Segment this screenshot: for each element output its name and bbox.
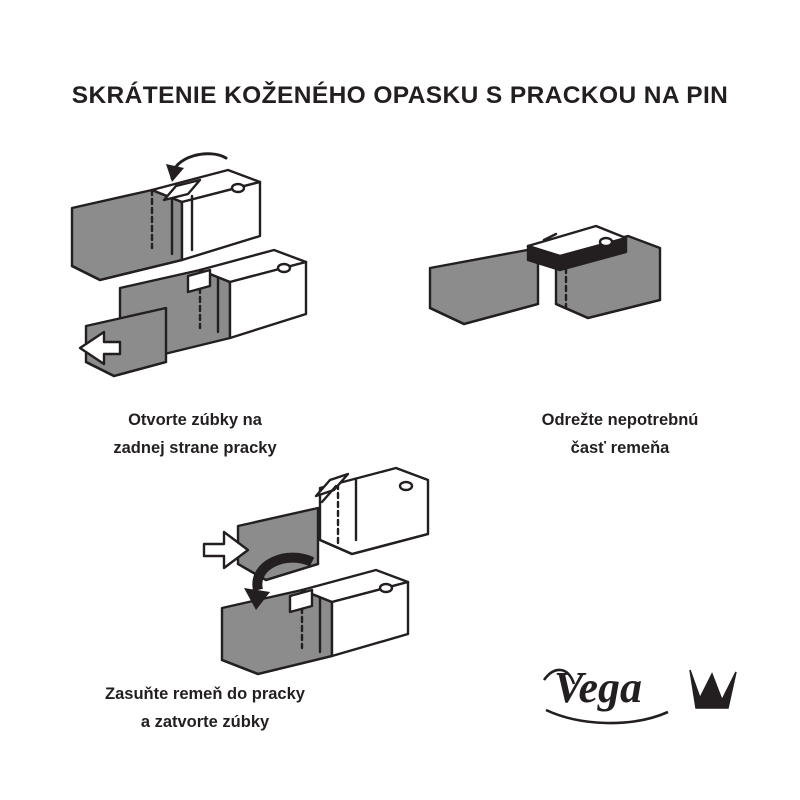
step-3-svg	[190, 440, 530, 680]
brand-logo	[540, 650, 760, 740]
buckle-open-awaiting-strap	[316, 468, 428, 554]
step-2-caption-line-2: časť remeňa	[570, 439, 670, 457]
step-3-caption-line-1: Zasuňte remeň do pracky	[105, 685, 305, 703]
step-2-caption-line-1: Odrežte nepotrebnú	[541, 411, 699, 429]
step-3-caption-line-2: a zatvorte zúbky	[140, 713, 270, 731]
strap-to-insert	[238, 508, 318, 580]
step-2-svg	[420, 200, 750, 370]
strap-offcut-with-buckle	[528, 226, 660, 318]
step-1-caption-line-1: Otvorte zúbky na	[128, 411, 262, 429]
step-3-caption	[55, 680, 355, 736]
step-3-illustration	[190, 440, 530, 680]
page-title: SKRÁTENIE KOŽENÉHO OPASKU S PRACKOU NA PIN	[71, 82, 729, 109]
step-1-caption-line-2: zadnej strane pracky	[113, 439, 277, 457]
logo-mark-svg	[540, 650, 760, 740]
strap-to-keep	[430, 248, 538, 324]
step-1-illustration	[60, 130, 390, 380]
crown-mark	[690, 670, 736, 708]
step-2-illustration	[420, 200, 750, 370]
step-1-svg	[60, 130, 390, 380]
logo-wordmark: Vega	[554, 663, 642, 712]
assembled-belt	[222, 570, 408, 674]
